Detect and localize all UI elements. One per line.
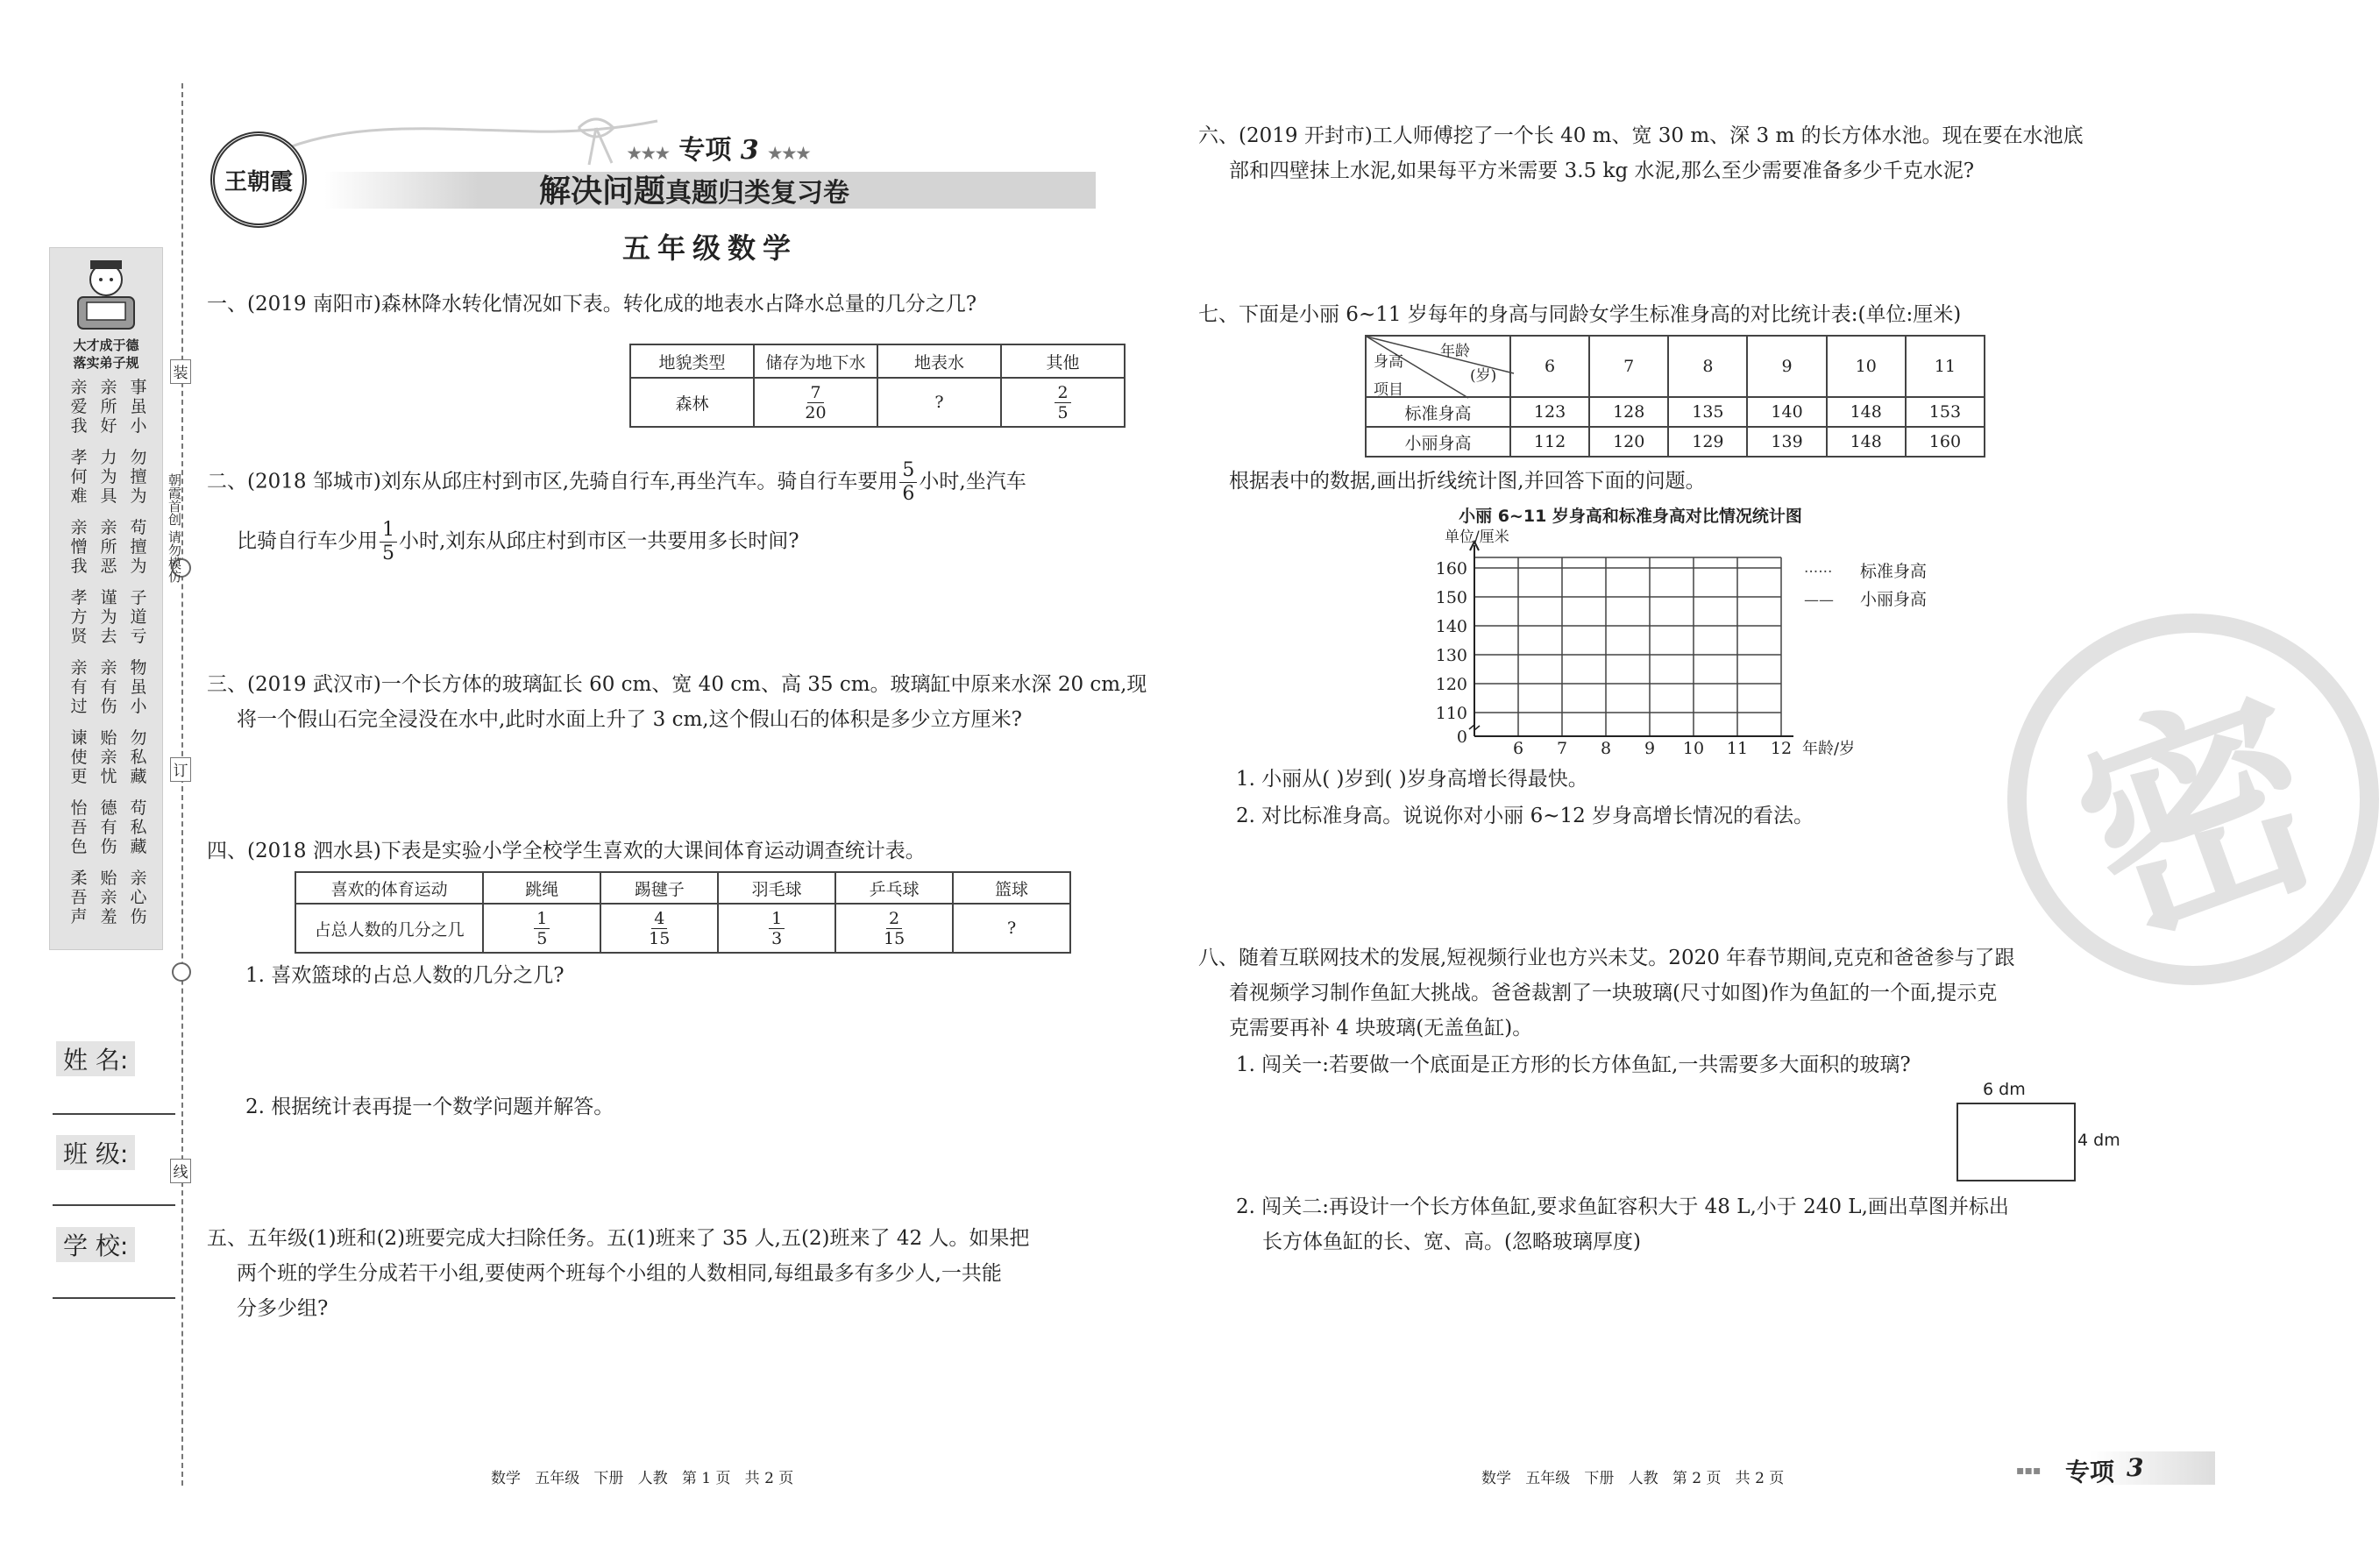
q7-instruction: 根据表中的数据,画出折线统计图,并回答下面的问题。	[1229, 470, 1706, 493]
footer-right: 数学 五年级 下册 人教 第 2 页 共 2 页	[1481, 1470, 1785, 1487]
motto-col: 力为具	[100, 448, 117, 506]
footer-left: 数学 五年级 下册 人教 第 1 页 共 2 页	[491, 1470, 794, 1487]
subject-title: 五年级数学	[621, 231, 798, 265]
motto-col: 孝方贤	[70, 588, 88, 646]
glass-rect-height-label: 4 dm	[2077, 1131, 2120, 1150]
slogan-line2: 落实弟子规	[73, 355, 139, 371]
legend-entry: 标准身高	[1860, 562, 1928, 581]
y-tick-label: 140	[1435, 617, 1467, 636]
table-header: 地貌类型	[630, 344, 754, 378]
y-tick-label: 0	[1456, 727, 1467, 747]
corner-item: 项目	[1374, 381, 1403, 399]
x-tick-label: 9	[1644, 739, 1656, 758]
fraction	[649, 909, 670, 948]
motto-col: 苟私藏	[130, 798, 147, 856]
name-field-label: 姓 名:	[56, 1041, 135, 1076]
motto-col: 勿擅为	[130, 448, 147, 506]
q2-text-part4: 小时,刘东从邱庄村到市区一共要用多长时间?	[399, 529, 799, 553]
motto-col: 谨为去	[100, 588, 117, 646]
q2-line2	[237, 519, 799, 565]
numerator: 4	[651, 909, 667, 929]
footer-tag	[2007, 1451, 2215, 1485]
denominator: 6	[902, 483, 915, 505]
fraction	[1055, 383, 1070, 422]
height-line-chart[interactable]	[1403, 529, 1928, 768]
school-field-label: 学 校:	[56, 1227, 135, 1262]
q3-line2: 将一个假山石完全浸没在水中,此时水面上升了 3 cm,这个假山石的体积是多少立方厘米?	[237, 708, 1022, 731]
school-field-line[interactable]	[53, 1297, 175, 1299]
glass-rect-width-label: 6 dm	[1983, 1080, 2026, 1099]
motto-group	[69, 658, 148, 720]
motto-col: 贻亲羞	[100, 869, 117, 926]
table-cell	[1001, 378, 1125, 427]
table-header: 8	[1668, 336, 1747, 397]
motto-col: 勿私藏	[130, 728, 147, 786]
q1-table	[629, 344, 1126, 428]
table-cell: 153	[1906, 397, 1985, 427]
q2-line1	[207, 459, 1026, 506]
numerator: 2	[886, 909, 902, 929]
table-header: 7	[1589, 336, 1668, 397]
x-tick-label: 11	[1726, 739, 1749, 758]
q4-sub1: 1. 喜欢篮球的占总人数的几分之几?	[245, 964, 565, 987]
q8-sub2-line1: 2. 闯关二:再设计一个长方体鱼缸,要求鱼缸容积大于 48 L,小于 240 L,画出草图并标出	[1236, 1196, 2009, 1218]
q7-table	[1365, 335, 1985, 458]
y-tick-label: 120	[1435, 675, 1467, 694]
star-decoration-icon: ★★★	[627, 145, 670, 163]
table-cell: 123	[1510, 397, 1589, 427]
side-note: 朝霞首创 请勿模仿	[167, 473, 182, 583]
q5-line3: 分多少组?	[237, 1297, 329, 1320]
footer-tag-squares-icon: ▪▪▪	[2016, 1464, 2042, 1478]
table-row	[1366, 397, 1985, 427]
table-header: 喜欢的体育运动	[295, 872, 483, 904]
table-cell	[835, 904, 953, 953]
table-header: 10	[1827, 336, 1906, 397]
q8-line2: 着视频学习制作鱼缸大挑战。爸爸裁割了一块玻璃(尺寸如图)作为鱼缸的一个面,提示克	[1229, 982, 1998, 1004]
motto-col: 事虽小	[130, 378, 147, 436]
numerator: 7	[807, 383, 823, 403]
table-cell	[754, 378, 877, 427]
table-cell: 128	[1589, 397, 1668, 427]
x-axis-label: 年龄/岁	[1802, 740, 1856, 758]
table-cell: 148	[1827, 427, 1906, 457]
motto-col: 孝何难	[70, 448, 88, 506]
fraction	[884, 909, 905, 948]
watermark-char: 密	[2047, 654, 2353, 982]
denominator: 15	[883, 928, 905, 948]
table-cell	[483, 904, 600, 953]
table-header: 羽毛球	[718, 872, 835, 904]
motto-col: 子道亏	[130, 588, 147, 646]
motto-col: 亲有过	[70, 658, 88, 716]
table-cell: ?	[953, 904, 1070, 953]
denominator: 5	[1057, 402, 1069, 422]
q8-sub2-line2: 长方体鱼缸的长、宽、高。(忽略玻璃厚度)	[1262, 1231, 1641, 1253]
denominator: 20	[805, 402, 827, 422]
table-header: 乒乓球	[835, 872, 953, 904]
brand-logo-text: 王朝霞	[224, 168, 293, 195]
footer-tag-label: 专项	[2065, 1458, 2115, 1486]
x-tick-label: 7	[1556, 739, 1568, 758]
motto-col: 苟擅为	[130, 518, 147, 576]
q3-line1: 三、(2019 武汉市)一个长方体的玻璃缸长 60 cm、宽 40 cm、高 35 cm。玻璃缸中原来水深 20 cm,现	[207, 673, 1147, 696]
glass-rectangle	[1956, 1103, 2076, 1181]
motto-group	[69, 448, 148, 509]
q8-line1: 八、随着互联网技术的发展,短视频行业也方兴未艾。2020 年春节期间,克克和爸爸参与了跟	[1198, 947, 2015, 969]
q4-text: 四、(2018 泗水县)下表是实验小学全校学生喜欢的大课间体育运动调查统计表。	[207, 840, 926, 862]
numerator: 5	[899, 459, 917, 483]
denominator: 3	[771, 928, 783, 948]
binding-mark-xian: 线	[170, 1159, 191, 1183]
denominator: 5	[536, 928, 548, 948]
table-header: 11	[1906, 336, 1985, 397]
q4-sub2: 2. 根据统计表再提一个数学问题并解答。	[245, 1096, 614, 1118]
table-header: 篮球	[953, 872, 1070, 904]
ribbon-decoration-icon	[289, 112, 657, 174]
class-field-label: 班 级:	[56, 1135, 135, 1170]
motto-grid	[69, 378, 148, 939]
table-cell: 139	[1747, 427, 1826, 457]
motto-col: 亲憎我	[70, 518, 88, 576]
y-tick-label: 130	[1435, 646, 1467, 665]
motto-group	[69, 869, 148, 930]
x-tick-label: 8	[1600, 739, 1612, 758]
q4-table	[295, 871, 1071, 954]
legend-entry: 小丽身高	[1860, 590, 1928, 609]
star-decoration-icon: ★★★	[768, 145, 811, 163]
brand-logo	[210, 131, 307, 228]
binding-dashed-line	[181, 83, 183, 1486]
table-header: 地表水	[877, 344, 1001, 378]
q6-line2: 部和四壁抹上水泥,如果每平方米需要 3.5 kg 水泥,那么至少需要准备多少千克水泥?	[1229, 160, 1975, 182]
motto-col: 柔吾声	[70, 869, 88, 926]
numerator: 1	[534, 909, 550, 929]
series-text: 专项	[678, 135, 732, 166]
table-cell: 129	[1668, 427, 1747, 457]
table-cell	[718, 904, 835, 953]
table-cell: 占总人数的几分之几	[295, 904, 483, 953]
y-axis-label: 单位/厘米	[1445, 529, 1509, 546]
motto-group	[69, 518, 148, 579]
table-cell: 森林	[630, 378, 754, 427]
table-cell: ?	[877, 378, 1001, 427]
q2-text-part3: 比骑自行车少用	[237, 529, 378, 553]
binding-circle-icon	[172, 962, 191, 982]
series-label	[618, 128, 820, 167]
q2-text-part1: 二、(2018 邹城市)刘东从邱庄村到市区,先骑自行车,再坐汽车。骑自行车要用	[207, 470, 898, 493]
numerator: 1	[769, 909, 785, 929]
table-header: 6	[1510, 336, 1589, 397]
x-tick-label: 6	[1512, 739, 1524, 758]
table-header: 其他	[1001, 344, 1125, 378]
fraction	[534, 909, 550, 948]
legend-mark: ······	[1804, 564, 1833, 581]
q7-text: 七、下面是小丽 6~11 岁每年的身高与同龄女学生标准身高的对比统计表:(单位:厘米)	[1198, 303, 1962, 326]
x-tick-label: 10	[1682, 739, 1705, 758]
q8-line3: 克需要再补 4 块玻璃(无盖鱼缸)。	[1229, 1017, 1533, 1039]
motto-col: 德有伤	[100, 798, 117, 856]
y-tick-label: 110	[1435, 704, 1467, 723]
numerator: 2	[1055, 383, 1070, 403]
q2-text-part2: 小时,坐汽车	[919, 470, 1026, 493]
y-tick-label: 160	[1435, 559, 1467, 578]
motto-col: 亲爱我	[70, 378, 88, 436]
q1-text: 一、(2019 南阳市)森林降水转化情况如下表。转化成的地表水占降水总量的几分之几?	[207, 293, 977, 316]
title-bold: 解决问题	[539, 174, 666, 209]
table-cell	[600, 904, 718, 953]
series-number: 3	[740, 135, 759, 166]
table-cell: 135	[1668, 397, 1747, 427]
table-header: 跳绳	[483, 872, 600, 904]
page-title	[539, 167, 849, 211]
binding-mark-zhuang: 装	[170, 359, 191, 384]
table-cell: 160	[1906, 427, 1985, 457]
name-field-line[interactable]	[53, 1113, 175, 1115]
footer-tag-number: 3	[2127, 1453, 2144, 1482]
motto-col: 亲有伤	[100, 658, 117, 716]
fraction	[380, 519, 397, 565]
title-rest: 真题归类复习卷	[665, 178, 850, 209]
corner-age: 年龄	[1440, 343, 1470, 360]
motto-col: 亲所好	[100, 378, 117, 436]
motto-col: 物虽小	[130, 658, 147, 716]
table-cell: 标准身高	[1366, 397, 1510, 427]
denominator: 15	[649, 928, 671, 948]
fraction	[805, 383, 826, 422]
q6-line1: 六、(2019 开封市)工人师傅挖了一个长 40 m、宽 30 m、深 3 m 的长方体水池。现在要在水池底	[1198, 124, 2084, 147]
class-field-line[interactable]	[53, 1204, 175, 1206]
legend-mark: ——	[1804, 592, 1834, 609]
numerator: 1	[380, 519, 397, 543]
corner-height: 身高	[1374, 353, 1403, 371]
table-cell: 小丽身高	[1366, 427, 1510, 457]
motto-col: 亲所恶	[100, 518, 117, 576]
motto-group	[69, 798, 148, 860]
table-corner-cell	[1366, 336, 1510, 397]
slogan-line1: 大才成于德	[73, 337, 139, 353]
q5-line2: 两个班的学生分成若干小组,要使两个班每个小组的人数相同,每组最多有多少人,一共能	[237, 1262, 1002, 1285]
secret-watermark	[2007, 614, 2379, 985]
q7-sub2: 2. 对比标准身高。说说你对小丽 6~12 岁身高增长情况的看法。	[1236, 805, 1814, 827]
fraction	[899, 459, 917, 506]
table-header: 储存为地下水	[754, 344, 877, 378]
chart-title: 小丽 6~11 岁身高和标准身高对比情况统计图	[1459, 507, 1802, 526]
motto-col: 贻亲忧	[100, 728, 117, 786]
motto-col: 怡吾色	[70, 798, 88, 856]
q8-sub1: 1. 闯关一:若要做一个底面是正方形的长方体鱼缸,一共需要多大面积的玻璃?	[1236, 1054, 1911, 1076]
corner-unit: (岁)	[1470, 367, 1497, 385]
fraction	[769, 909, 785, 948]
motto-group	[69, 728, 148, 790]
table-cell: 112	[1510, 427, 1589, 457]
cartoon-panel	[49, 247, 163, 950]
table-cell: 120	[1589, 427, 1668, 457]
q5-line1: 五、五年级(1)班和(2)班要完成大扫除任务。五(1)班来了 35 人,五(2)班来了 42 人。如果把	[207, 1227, 1030, 1250]
table-row	[1366, 427, 1985, 457]
table-header: 踢毽子	[600, 872, 718, 904]
x-tick-label: 12	[1770, 739, 1793, 758]
motto-col: 谏使更	[70, 728, 88, 786]
motto-col: 亲心伤	[130, 869, 147, 926]
table-cell: 140	[1747, 397, 1826, 427]
axis-break-icon	[1469, 725, 1480, 730]
motto-group	[69, 588, 148, 649]
denominator: 5	[382, 543, 394, 564]
binding-mark-ding: 订	[170, 757, 191, 782]
table-header: 9	[1747, 336, 1826, 397]
scholar-cartoon-icon	[64, 255, 148, 336]
table-cell: 148	[1827, 397, 1906, 427]
q7-sub1: 1. 小丽从( )岁到( )岁身高增长得最快。	[1236, 768, 1588, 791]
motto-group	[69, 378, 148, 439]
y-tick-label: 150	[1435, 588, 1467, 607]
